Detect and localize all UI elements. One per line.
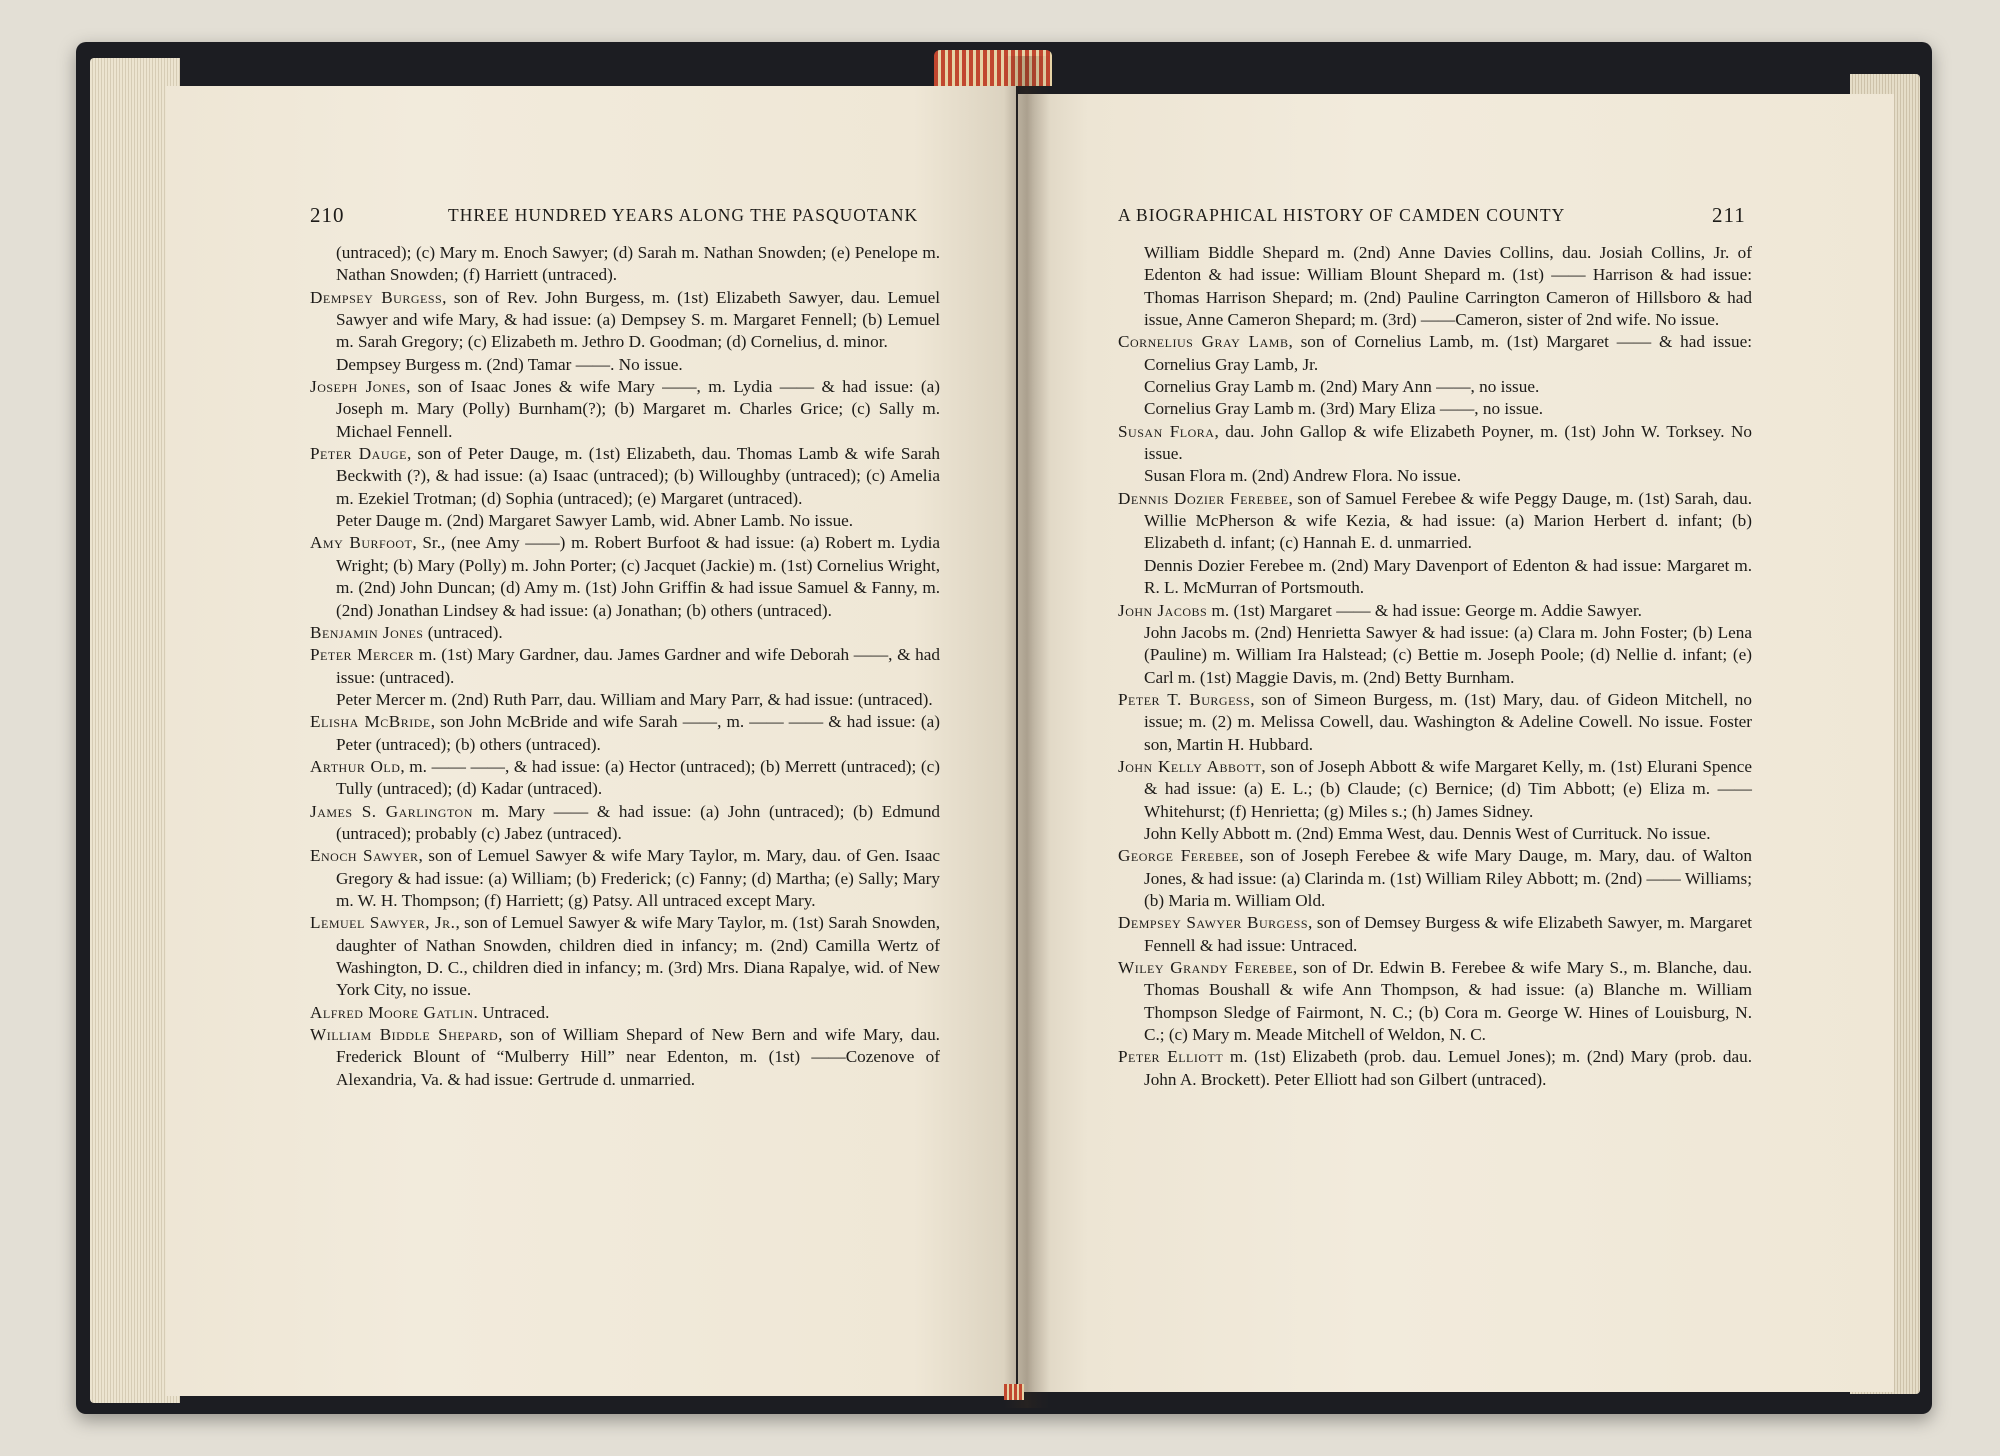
- entry-name: Wiley Grandy Ferebee: [1118, 958, 1293, 977]
- entry-text: , son of Rev. John Burgess, m. (1st) Elizabeth Sawyer, dau. Lemuel Sawyer and wife Mary, & had issue: (a) Dempsey S. m. Margaret Fennell; (b) Lemuel m. Sarah Gregory; (c) Elizabeth m. Jethro D. Goodman; (d) Cornelius, d. minor.: [336, 287, 940, 352]
- entry-text: , Sr., (nee Amy ——) m. Robert Burfoot & had issue: (a) Robert m. Lydia Wright; (b) Mary (Polly) m. John Porter; (c) Jacquet (Jackie) m. (1st) Cornelius Wright, m. (2nd) John Duncan; (d) Amy m. (1st) John Griffin & had issue Samuel & Fanny, m. (2nd) Jonathan Lindsey & had issue: (a) Jonathan; (b) others (untraced).: [336, 533, 941, 620]
- entry-text: Peter Dauge m. (2nd) Margaret Sawyer Lamb, wid. Abner Lamb. No issue.: [336, 511, 854, 531]
- entry-text: . Untraced.: [473, 1002, 550, 1022]
- genealogy-entry: [310, 354, 940, 376]
- entry-text: m. Mary —— & had issue: (a) John (untraced); (b) Edmund (untraced); probably (c) Jabez (untraced).: [336, 801, 941, 843]
- genealogy-entry: [1118, 488, 1752, 555]
- entry-text: , son of William Shepard of New Bern and wife Mary, dau. Frederick Blount of “Mulberry Hill” near Edenton, m. (1st) ——Cozenove of Alexandria, Va. & had issue: Gertrude d. unmarried.: [336, 1025, 940, 1089]
- entry-name: Elisha McBride: [310, 712, 431, 732]
- entry-text: John Kelly Abbott m. (2nd) Emma West, dau. Dennis West of Currituck. No issue.: [1144, 823, 1711, 843]
- genealogy-entry: [310, 510, 940, 532]
- genealogy-entry: [1118, 756, 1752, 823]
- left-running-head: THREE HUNDRED YEARS ALONG THE PASQUOTANK: [448, 205, 919, 225]
- entry-name: Susan Flora: [1118, 421, 1215, 441]
- entry-text: m. (1st) Mary Gardner, dau. James Gardner and wife Deborah ——, & had issue: (untraced).: [336, 645, 940, 687]
- genealogy-entry: [310, 532, 940, 621]
- genealogy-entry: [310, 242, 940, 287]
- genealogy-entry: [1118, 912, 1752, 957]
- genealogy-entry: [1118, 622, 1752, 689]
- entry-text: , son of Dr. Edwin B. Ferebee & wife Mary S., m. Blanche, dau. Thomas Boushall & wife Ann Thompson, & had issue: (a) Blanche m. William Thompson Sledge of Fairmont, N. C.; (b) Cora m. George W. Hines of Louisburg, N. C.; (c) Mary m. Meade Mitchell of Weldon, N. C.: [1144, 958, 1752, 1045]
- entry-name: Joseph Jones: [310, 377, 407, 397]
- entry-text: (untraced).: [423, 622, 503, 642]
- entry-text: , son of Simeon Burgess, m. (1st) Mary, dau. of Gideon Mitchell, no issue; m. (2) m. Melissa Cowell, dau. Washington & Adeline Cowell. No issue. Foster son, Martin H. Hubbard.: [1144, 689, 1752, 754]
- entry-text: , son of Demsey Burgess & wife Elizabeth Sawyer, m. Margaret Fennell & had issue: Untraced.: [1144, 913, 1753, 955]
- entry-text: , m. —— ——, & had issue: (a) Hector (untraced); (b) Merrett (untraced); (c) Tully (untraced); (d) Kadar (untraced).: [336, 756, 940, 799]
- entry-text: , son of Joseph Abbott & wife Margaret Kelly, m. (1st) Elurani Spence & had issue: (a) E. L.; (b) Claude; (c) Bernice; (d) Tim Abbott; (e) Eliza m. ——Whitehurst; (f) Henrietta; (g) Miles s.; (h) James Sidney.: [1144, 756, 1752, 821]
- genealogy-entry: [1118, 555, 1752, 600]
- entry-name: Peter Dauge: [310, 444, 407, 464]
- genealogy-entry: [310, 443, 940, 510]
- entry-name: Amy Burfoot: [310, 533, 413, 553]
- entry-name: James S. Garlington: [310, 801, 473, 821]
- entry-text: , son of Isaac Jones & wife Mary ——, m. Lydia —— & had issue: (a) Joseph m. Mary (Polly) Burnham(?); (b) Margaret m. Charles Grice; (c) Sally m. Michael Fennell.: [336, 377, 940, 441]
- genealogy-entry: [1118, 689, 1752, 756]
- genealogy-entry: [310, 644, 940, 689]
- entry-text: , dau. John Gallop & wife Elizabeth Poyner, m. (1st) John W. Torksey. No issue.: [1144, 421, 1752, 464]
- genealogy-entry: [310, 689, 940, 711]
- entry-name: John Jacobs: [1118, 600, 1208, 620]
- entry-text: , son of Cornelius Lamb, m. (1st) Margaret —— & had issue: Cornelius Gray Lamb, Jr.: [1144, 332, 1752, 374]
- entry-text: , son of Joseph Ferebee & wife Mary Dauge, m. Mary, dau. of Walton Jones, & had issue: (a) Clarinda m. (1st) William Riley Abbott; m. (2nd) —— Williams; (b) Maria m. William Old.: [1144, 846, 1752, 910]
- entry-name: Enoch Sawyer: [310, 846, 419, 866]
- genealogy-entry: [310, 287, 940, 354]
- right-page-number: 211: [1712, 203, 1746, 227]
- genealogy-entry: [310, 801, 940, 846]
- genealogy-entry: [310, 845, 940, 912]
- genealogy-entry: [1118, 845, 1752, 912]
- entry-name: Alfred Moore Gatlin: [310, 1002, 474, 1022]
- entry-name: Arthur Old: [310, 756, 401, 776]
- entry-text: , son of Peter Dauge, m. (1st) Elizabeth, dau. Thomas Lamb & wife Sarah Beckwith (?), & had issue: (a) Isaac (untraced); (b) Willoughby (untraced); (c) Amelia m. Ezekiel Trotman; (d) Sophia (untraced); (e) Margaret (untraced).: [336, 444, 940, 508]
- entry-text: (untraced); (c) Mary m. Enoch Sawyer; (d) Sarah m. Nathan Snowden; (e) Penelope m. Nathan Snowden; (f) Harriett (untraced).: [336, 243, 940, 285]
- genealogy-entry: [1118, 600, 1752, 622]
- entry-name: Peter T. Burgess: [1118, 689, 1251, 709]
- entry-text: Cornelius Gray Lamb m. (2nd) Mary Ann ——, no issue.: [1144, 377, 1540, 397]
- entry-name: Dempsey Sawyer Burgess: [1118, 913, 1308, 933]
- genealogy-entry: [1118, 242, 1752, 331]
- entry-name: Peter Elliott: [1118, 1047, 1224, 1067]
- genealogy-entry: [1118, 465, 1752, 487]
- left-page-text: [310, 242, 940, 1091]
- entry-text: , son of Samuel Ferebee & wife Peggy Dauge, m. (1st) Sarah, dau. Willie McPherson & wife Kezia, & had issue: (a) Marion Herbert d. infant; (b) Elizabeth d. infant; (c) Hannah E. d. unmarried.: [1144, 488, 1752, 553]
- entry-text: William Biddle Shepard m. (2nd) Anne Davies Collins, dau. Josiah Collins, Jr. of Edenton & had issue: William Blount Shepard m. (1st) —— Harrison & had issue: Thomas Harrison Shepard; m. (2nd) Pauline Carrington Cameron of Hillsboro & had issue, Anne Cameron Shepard; m. (3rd) ——Cameron, sister of 2nd wife. No issue.: [1144, 243, 1752, 330]
- entry-name: William Biddle Shepard: [310, 1025, 499, 1045]
- genealogy-entry: [310, 711, 940, 756]
- entry-text: , son of Lemuel Sawyer & wife Mary Taylor, m. (1st) Sarah Snowden, daughter of Nathan Snowden, children died in infancy; m. (2nd) Camilla Wertz of Washington, D. C., children died in infancy; m. (3rd) Mrs. Diana Rapalye, wid. of New York City, no issue.: [336, 913, 940, 1000]
- entry-name: Lemuel Sawyer, Jr.: [310, 913, 456, 933]
- genealogy-entry: [310, 622, 940, 644]
- entry-name: Dempsey Burgess: [310, 287, 443, 307]
- entry-text: Cornelius Gray Lamb m. (3rd) Mary Eliza ——, no issue.: [1144, 399, 1544, 419]
- entry-name: Benjamin Jones: [310, 622, 424, 642]
- genealogy-entry: [310, 376, 940, 443]
- entry-name: George Ferebee: [1118, 846, 1240, 866]
- entry-text: John Jacobs m. (2nd) Henrietta Sawyer & had issue: (a) Clara m. John Foster; (b) Lena (Pauline) m. William Ira Halstead; (c) Bettie m. Joseph Poole; (d) Nellie d. infant; (e) Carl m. (1st) Maggie Davis, m. (2nd) Betty Burnham.: [1144, 622, 1752, 687]
- genealogy-entry: [310, 756, 940, 801]
- genealogy-entry: [310, 1002, 940, 1024]
- entry-text: , son of Lemuel Sawyer & wife Mary Taylor, m. Mary, dau. of Gen. Isaac Gregory & had issue: (a) William; (b) Frederick; (c) Fanny; (d) Martha; (e) Sally; Mary m. W. H. Thompson; (f) Harriett; (g) Patsy. All untraced except Mary.: [336, 846, 940, 910]
- entry-name: Peter Mercer: [310, 645, 415, 665]
- headband-bottom: [1004, 1384, 1024, 1400]
- genealogy-entry: [1118, 398, 1752, 420]
- genealogy-entry: [1118, 957, 1752, 1046]
- genealogy-entry: [1118, 376, 1752, 398]
- entry-text: , son John McBride and wife Sarah ——, m. —— —— & had issue: (a) Peter (untraced); (b) others (untraced).: [336, 712, 941, 754]
- genealogy-entry: [1118, 1046, 1752, 1091]
- genealogy-entry: [1118, 421, 1752, 466]
- entry-text: Dennis Dozier Ferebee m. (2nd) Mary Davenport of Edenton & had issue: Margaret m. R. L. McMurran of Portsmouth.: [1144, 555, 1752, 598]
- entry-text: Susan Flora m. (2nd) Andrew Flora. No issue.: [1144, 466, 1461, 486]
- entry-name: Dennis Dozier Ferebee: [1118, 488, 1289, 508]
- entry-text: Dempsey Burgess m. (2nd) Tamar ——. No issue.: [336, 354, 683, 374]
- right-page-text: [1118, 242, 1752, 1091]
- left-page-number: 210: [310, 203, 345, 227]
- entry-text: m. (1st) Margaret —— & had issue: George m. Addie Sawyer.: [1207, 600, 1642, 620]
- genealogy-entry: [310, 1024, 940, 1091]
- genealogy-entry: [1118, 331, 1752, 376]
- genealogy-entry: [1118, 823, 1752, 845]
- genealogy-entry: [310, 912, 940, 1001]
- spine-gutter: [1004, 56, 1050, 1408]
- entry-text: Peter Mercer m. (2nd) Ruth Parr, dau. William and Mary Parr, & had issue: (untraced).: [336, 689, 933, 709]
- right-running-head: A BIOGRAPHICAL HISTORY OF CAMDEN COUNTY: [1118, 205, 1566, 225]
- entry-name: John Kelly Abbott: [1118, 756, 1262, 776]
- entry-text: m. (1st) Elizabeth (prob. dau. Lemuel Jones); m. (2nd) Mary (prob. dau. John A. Brockett). Peter Elliott had son Gilbert (untraced).: [1144, 1047, 1752, 1089]
- entry-name: Cornelius Gray Lamb: [1118, 332, 1289, 352]
